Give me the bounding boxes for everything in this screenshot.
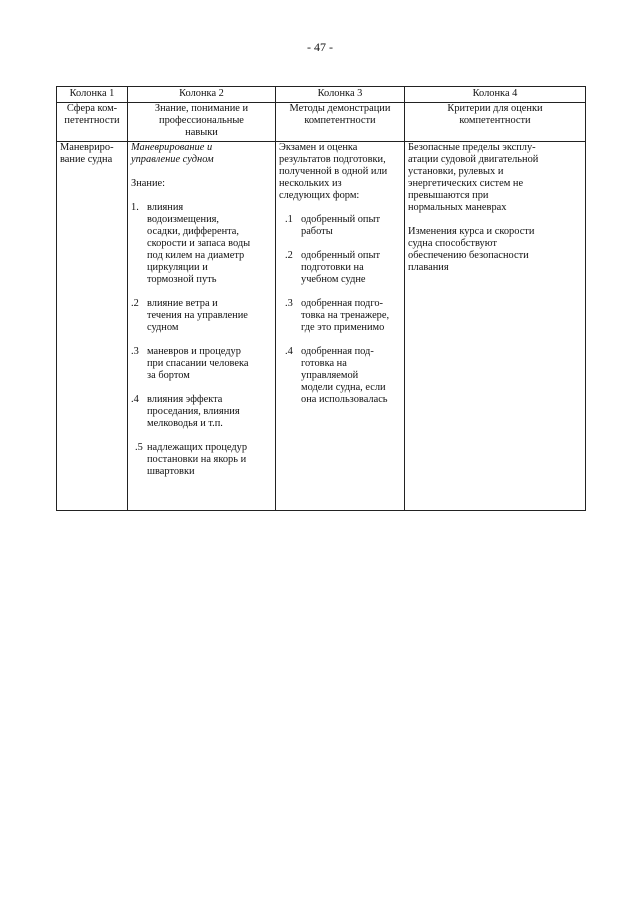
page-number: - 47 - [307,40,333,54]
methods-item-text: одобренная подго- товка на тренажере, где это применимо [301,298,390,333]
sphere-cell [57,142,128,511]
sphere-text: Маневриро- вание судна [60,142,114,165]
table-row [57,142,586,511]
knowledge-item-number: .4 [131,394,139,405]
column-4-number: Колонка 4 [405,87,586,103]
knowledge-item [131,298,272,334]
knowledge-item-number: .2 [131,298,139,309]
header-sphere: Сфера ком- петентности [57,103,128,142]
knowledge-item [131,442,272,478]
knowledge-item [131,346,272,382]
methods-item-number: .4 [285,346,293,357]
knowledge-item-number: 1. [131,202,139,213]
methods-cell [276,142,405,511]
methods-item [279,250,401,286]
header-knowledge: Знание, понимание и профессиональные навыки [128,103,276,142]
methods-item-text: одобренный опыт подготовки на учебном судне [301,250,381,285]
methods-item [279,346,401,406]
competence-table [56,86,586,511]
methods-item-text: одобренный опыт работы [301,214,381,237]
criteria-paragraph: Изменения курса и скорости судна способствуют обеспечению безопасности плавания [408,226,535,273]
column-number-row [57,87,586,103]
knowledge-intro: Знание: [131,178,165,189]
header-row [57,103,586,142]
criteria-cell [405,142,586,511]
knowledge-item-number: .3 [131,346,139,357]
knowledge-item-text: влияние ветра и течения на управление судном [147,298,248,333]
knowledge-item-text: влияния водоизмещения, осадки, дифферента, скорости и запаса воды под килем на диаметр циркуляции и тормозной путь [147,202,251,285]
knowledge-title: Маневрирование и управление судном [131,142,214,165]
methods-item [279,298,401,334]
knowledge-item-text: надлежащих процедур постановки на якорь и швартовки [147,442,248,477]
criteria-paragraph: Безопасные пределы эксплу- атации судовой двигательной установки, рулевых и энергетических систем не превышаются при нормальных маневрах [408,142,539,213]
column-2-number: Колонка 2 [128,87,276,103]
methods-item-number: .3 [285,298,293,309]
methods-item-text: одобренная под- готовка на управляемой модели судна, если она использовалась [301,346,388,405]
knowledge-item-text: маневров и процедур при спасании человека за бортом [147,346,249,381]
header-methods: Методы демонстрации компетентности [276,103,405,142]
header-criteria: Критерии для оценки компетентности [405,103,586,142]
knowledge-item-text: влияния эффекта проседания, влияния мелководья и т.п. [147,394,240,429]
methods-item [279,214,401,238]
knowledge-item-number: .5 [135,442,143,453]
knowledge-cell [128,142,276,511]
methods-intro: Экзамен и оценка результатов подготовки, полученной в одной или нескольких из следующих форм: [279,142,388,201]
knowledge-item [131,202,272,286]
column-3-number: Колонка 3 [276,87,405,103]
methods-item-number: .2 [285,250,293,261]
column-1-number: Колонка 1 [57,87,128,103]
methods-item-number: .1 [285,214,293,225]
knowledge-item [131,394,272,430]
